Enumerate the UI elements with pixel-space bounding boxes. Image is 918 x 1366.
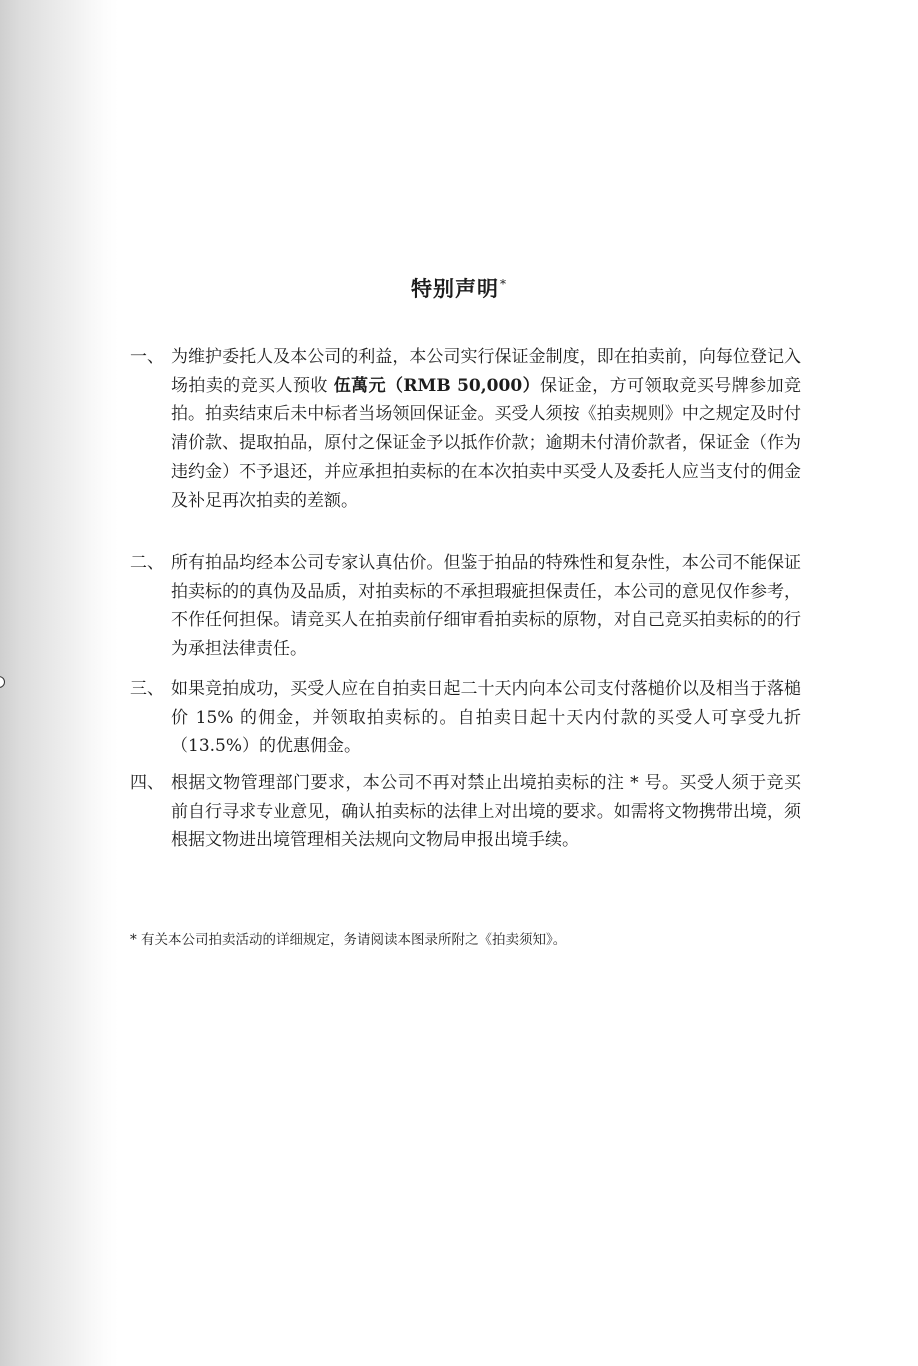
clause-1-text bbox=[171, 343, 801, 515]
clause-2-text: 所有拍品均经本公司专家认真估价。但鉴于拍品的特殊性和复杂性，本公司不能保证拍卖标的的真伪及品质，对拍卖标的不承担瑕疵担保责任，本公司的意见仅作参考，不作任何担保。请竞买人在拍卖前仔细审看拍卖标的原物，对自己竞买拍卖标的的行为承担法律责任。 bbox=[171, 553, 801, 660]
clause-4-text: 根据文物管理部门要求，本公司不再对禁止出境拍卖标的注 * 号。买受人须于竞买前自行寻求专业意见，确认拍卖标的法律上对出境的要求。如需将文物携带出境，须根据文物进出境管理相关法规向文物局申报出境手续。 bbox=[171, 773, 801, 851]
page-title bbox=[0, 266, 918, 307]
footnote: * 有关本公司拍卖活动的详细规定，务请阅读本图录所附之《拍卖须知》。 bbox=[130, 932, 567, 948]
clause-1 bbox=[130, 343, 810, 515]
clause-3-text: 如果竞拍成功，买受人应在自拍卖日起二十天内向本公司支付落槌价以及相当于落槌价 15% 的佣金，并领取拍卖标的。自拍卖日起十天内付款的买受人可享受九折（13.5%）的优惠佣金。 bbox=[171, 679, 801, 757]
clause-3 bbox=[130, 675, 810, 761]
clause-4-number: 四、 bbox=[130, 773, 164, 793]
clause-1-number: 一、 bbox=[130, 347, 164, 367]
page-edge-marker-icon bbox=[0, 676, 5, 688]
clause-4 bbox=[130, 769, 810, 855]
page-title-text: 特别声明 bbox=[411, 276, 499, 301]
clause-3-number: 三、 bbox=[130, 679, 164, 699]
clause-2-number: 二、 bbox=[130, 553, 164, 573]
deposit-amount: 伍萬元（RMB 50,000） bbox=[333, 375, 541, 396]
clause-2 bbox=[130, 549, 810, 664]
title-asterisk: * bbox=[500, 277, 507, 291]
clause-1-text-before: 为维护委托人及本公司的利益，本公司实行保证金制度，即在拍卖前，向每位登记入场拍卖的竞买人预收 bbox=[171, 347, 801, 396]
clause-1-text-after: 保证金，方可领取竞买号牌参加竞拍。拍卖结束后未中标者当场领回保证金。买受人须按《拍卖规则》中之规定及时付清价款、提取拍品，原付之保证金予以抵作价款；逾期未付清价款者，保证金（作为违约金）不予退还，并应承担拍卖标的在本次拍卖中买受人及委托人应当支付的佣金及补足再次拍卖的差额。 bbox=[171, 375, 802, 511]
